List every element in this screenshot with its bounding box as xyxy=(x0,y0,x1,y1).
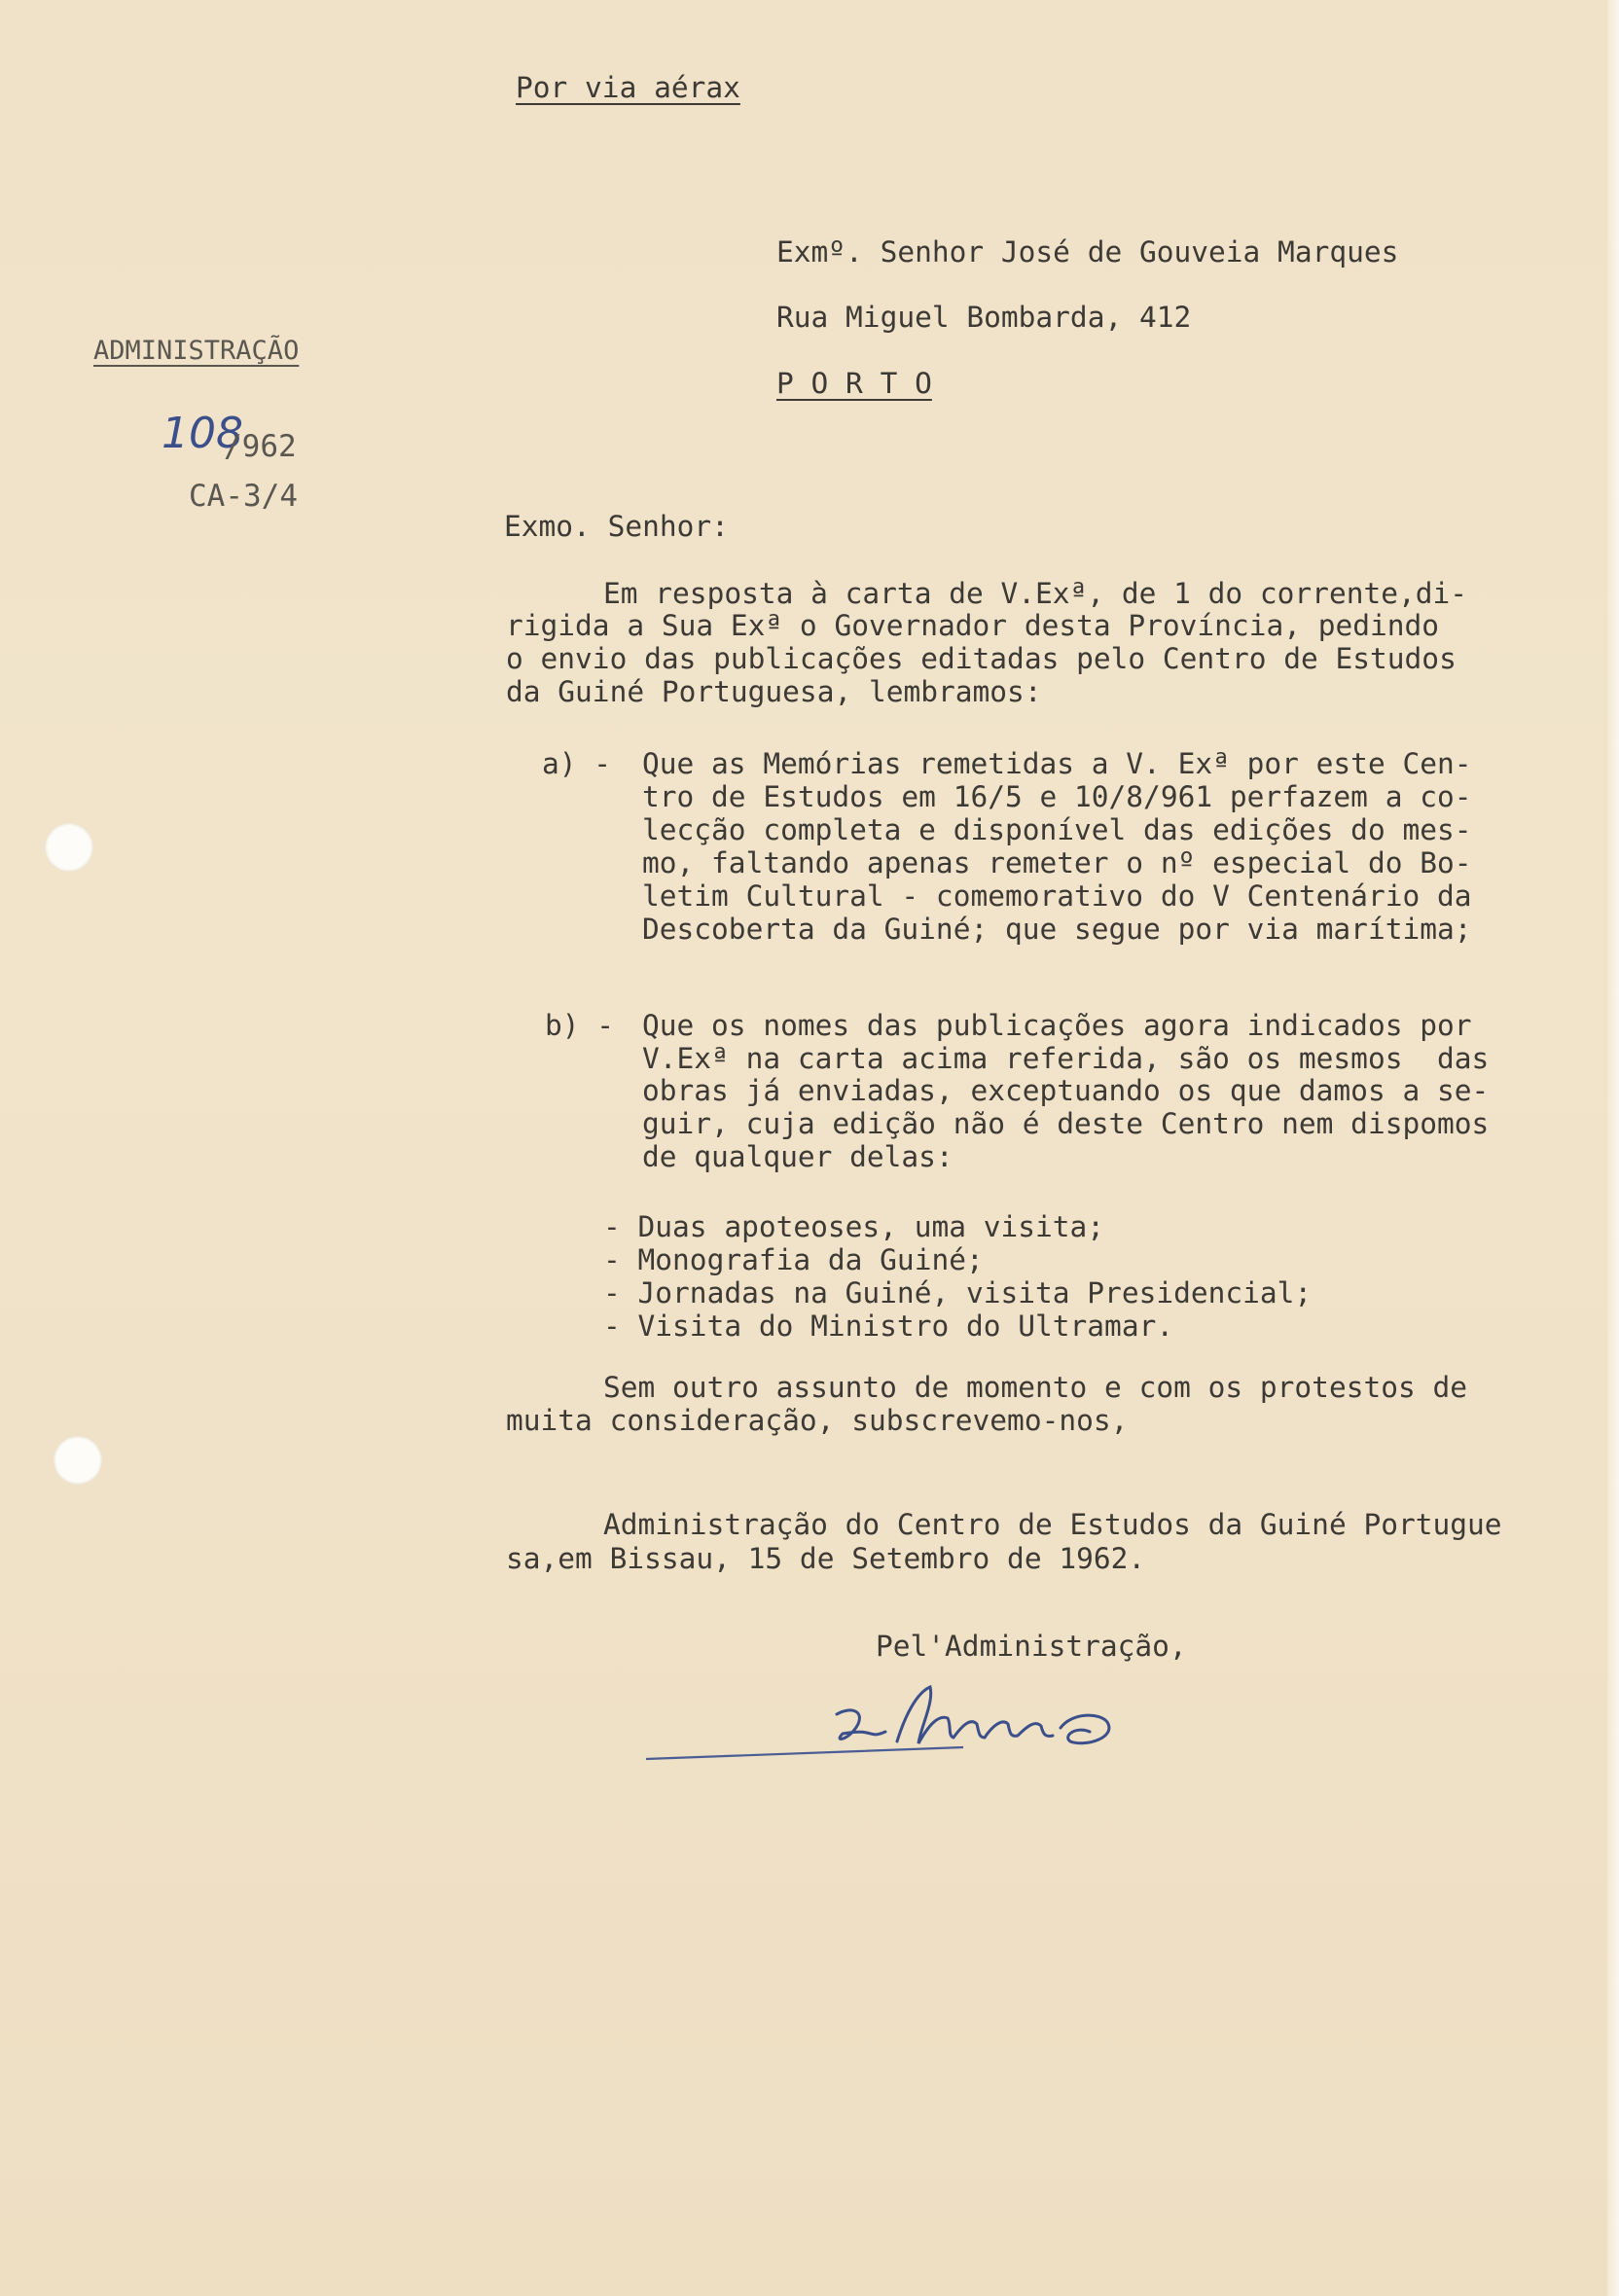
admin-stamp: ADMINISTRAÇÃO xyxy=(93,336,300,366)
list-item: - Monografia da Guiné; xyxy=(603,1243,984,1276)
address-name: Exmº. Senhor José de Gouveia Marques xyxy=(776,235,1399,269)
text-line: muita consideração, subscrevemo-nos, xyxy=(506,1404,1129,1437)
punch-hole-top xyxy=(45,823,93,872)
text-line: Que as Memórias remetidas a V. Exª por este Cen- xyxy=(642,747,1472,780)
address-city: P O R T O xyxy=(776,367,932,400)
salutation: Exmo. Senhor: xyxy=(504,510,729,543)
address-street: Rua Miguel Bombarda, 412 xyxy=(776,301,1192,334)
list-item: - Duas apoteoses, uma visita; xyxy=(603,1210,1105,1243)
ref-code: CA-3/4 xyxy=(189,479,298,514)
text-line: Que os nomes das publicações agora indicados por xyxy=(642,1009,1472,1042)
signoff: Pel'Administração, xyxy=(876,1630,1187,1663)
text-line: Administração do Centro de Estudos da Guiné Portugue xyxy=(603,1508,1502,1541)
item-b-marker: b) - xyxy=(545,1009,615,1042)
list-item: - Jornadas na Guiné, visita Presidencial; xyxy=(603,1276,1313,1309)
text-line: o envio das publicações editadas pelo Centro de Estudos xyxy=(506,642,1457,675)
text-line: Em resposta à carta de V.Exª, de 1 do corrente,di- xyxy=(603,577,1468,610)
text-line: rigida a Sua Exª o Governador desta Província, pedindo xyxy=(506,609,1440,642)
paper-edge xyxy=(1607,0,1619,2296)
text-line: V.Exª na carta acima referida, são os mesmos das xyxy=(642,1042,1490,1075)
text-line: de qualquer delas: xyxy=(642,1140,953,1173)
text-line: letim Cultural - comemorativo do V Centenário da xyxy=(642,879,1472,913)
punch-hole-bottom xyxy=(54,1436,102,1485)
text-line: tro de Estudos em 16/5 e 10/8/961 perfazem a co- xyxy=(642,780,1472,813)
text-line: Descoberta da Guiné; que segue por via marítima; xyxy=(642,913,1472,946)
text-line: lecção completa e disponível das edições do mes- xyxy=(642,813,1472,846)
ref-year: /962 xyxy=(224,429,297,464)
item-a-marker: a) - xyxy=(542,747,612,780)
text-line: Sem outro assunto de momento e com os protestos de xyxy=(603,1371,1468,1404)
handwritten-signature xyxy=(642,1683,1226,1771)
list-item: - Visita do Ministro do Ultramar. xyxy=(603,1309,1174,1343)
text-line: guir, cuja edição não é deste Centro nem dispomos xyxy=(642,1107,1490,1140)
text-line: sa,em Bissau, 15 de Setembro de 1962. xyxy=(506,1542,1146,1575)
text-line: obras já enviadas, exceptuando os que damos a se- xyxy=(642,1074,1490,1107)
handwritten-ref-number: 108 xyxy=(162,409,243,458)
text-line: da Guiné Portuguesa, lembramos: xyxy=(506,675,1042,708)
text-line: mo, faltando apenas remeter o nº especial do Bo- xyxy=(642,846,1472,879)
airmail-notice: Por via aérax xyxy=(516,71,740,104)
